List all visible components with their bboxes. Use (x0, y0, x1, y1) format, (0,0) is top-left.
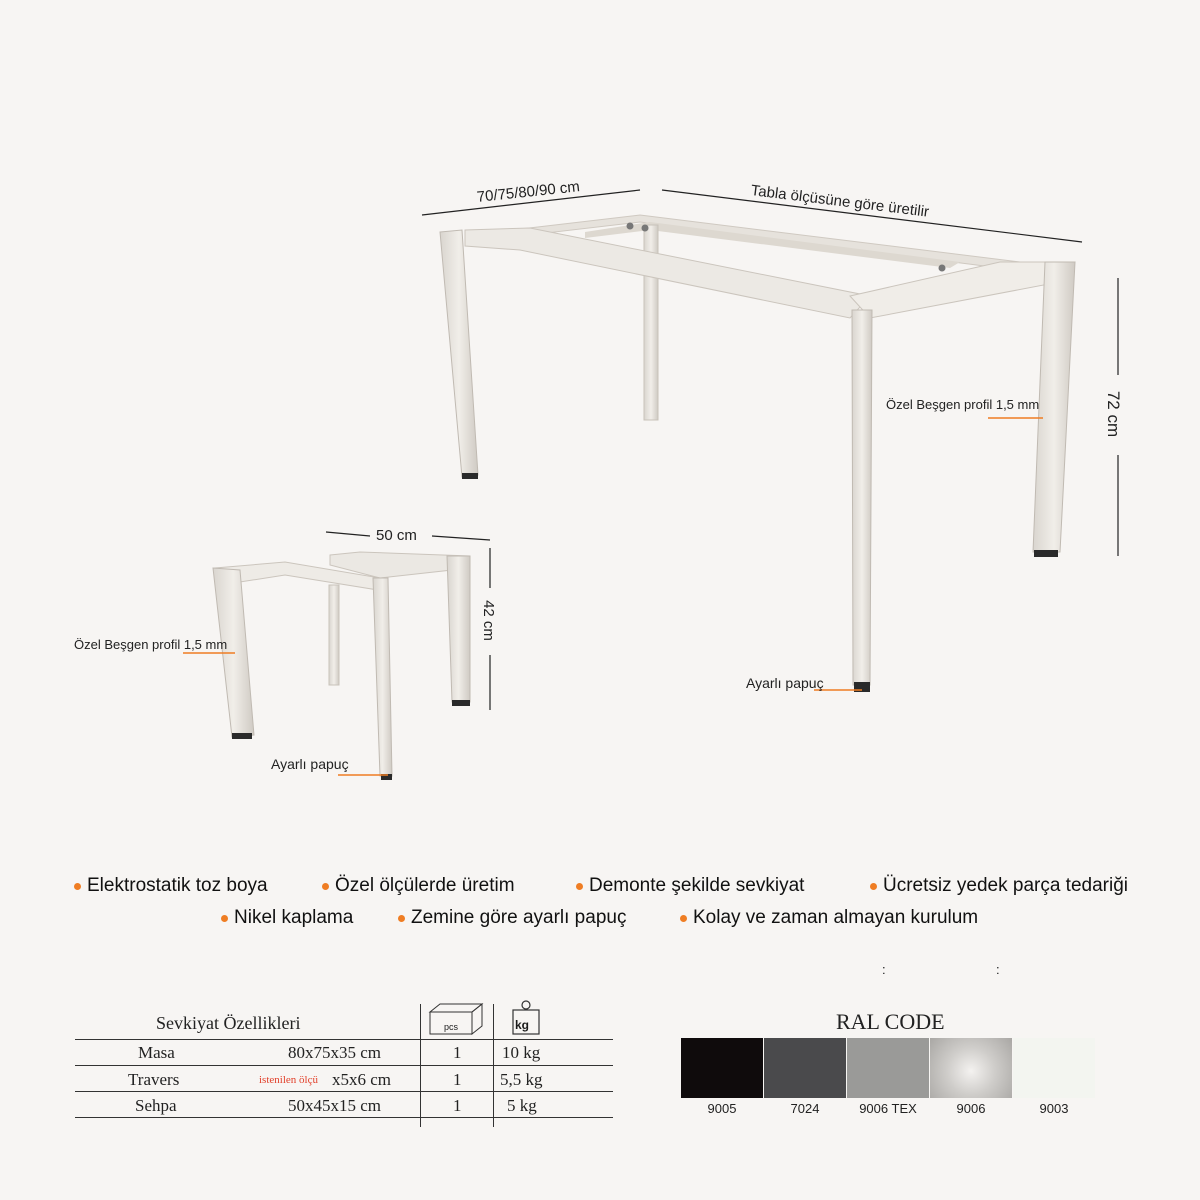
length-label: Tabla ölçüsüne göre üretilir (749, 182, 930, 221)
ral-swatch-7024 (764, 1038, 846, 1098)
feature-item: Zemine göre ayarlı papuç (398, 907, 626, 929)
bolt (627, 223, 634, 230)
ral-swatch-9006-tex (847, 1038, 929, 1098)
shipping-title: Sevkiyat Özellikleri (156, 1013, 301, 1033)
table-vrule (420, 1004, 421, 1127)
table-vrule (493, 1004, 494, 1127)
bullet-dot (221, 915, 228, 922)
ral-swatch-9003 (1013, 1038, 1095, 1098)
bolt (642, 225, 649, 232)
colon-mark: : (996, 962, 1000, 977)
row-weight: 5 kg (507, 1096, 537, 1115)
side-back-leg (329, 585, 339, 685)
ral-code-label: 9006 TEX (859, 1101, 917, 1116)
table-rule (75, 1039, 613, 1040)
pcs-box-icon (424, 1000, 486, 1038)
side-height-label: 42 cm (479, 600, 497, 641)
row-qty: 1 (453, 1070, 462, 1089)
right-leg (1033, 262, 1075, 552)
table-rule (75, 1065, 613, 1066)
kg-icon-label: kg (515, 1018, 530, 1032)
bullet-dot (576, 883, 583, 890)
bullet-dot (870, 883, 877, 890)
ral-swatch-9006 (930, 1038, 1012, 1098)
ral-code-label: 9003 (1039, 1101, 1069, 1116)
feature-item: Demonte şekilde sevkiyat (576, 875, 804, 897)
side-right-leg (447, 556, 470, 702)
ral-swatch-9005 (681, 1038, 763, 1098)
row-weight: 5,5 kg (500, 1070, 543, 1089)
table-rule (75, 1117, 613, 1118)
bullet-dot (74, 883, 81, 890)
row-name: Sehpa (135, 1096, 177, 1115)
colon-mark: : (882, 962, 886, 977)
side-foot-note: Ayarlı papuç (271, 756, 349, 772)
left-leg (440, 230, 478, 477)
ral-code-label: 9005 (707, 1101, 737, 1116)
foot-note: Ayarlı papuç (746, 675, 824, 691)
ral-code-label: 9006 (956, 1101, 986, 1116)
side-width-line-left (326, 532, 370, 536)
feature-item: Özel ölçülerde üretim (322, 875, 515, 897)
bullet-dot (398, 915, 405, 922)
row-weight: 10 kg (502, 1043, 541, 1062)
side-profile-note: Özel Beşgen profil 1,5 mm (74, 637, 228, 652)
front-leg (852, 310, 872, 685)
bullet-dot (680, 915, 687, 922)
side-front-leg (373, 578, 392, 776)
pcs-icon-label: pcs (444, 1022, 459, 1032)
side-left-foot (232, 733, 252, 739)
side-width-label: 50 cm (376, 527, 417, 544)
row-size: x5x6 cm (332, 1070, 392, 1089)
row-qty: 1 (453, 1096, 462, 1115)
height-label: 72 cm (1104, 390, 1124, 438)
table-rule (75, 1091, 613, 1092)
left-foot (462, 473, 478, 479)
right-rail (850, 262, 1075, 318)
feature-item: Kolay ve zaman almayan kurulum (680, 907, 978, 929)
ral-title: RAL CODE (836, 1009, 945, 1034)
side-width-line-right (432, 536, 490, 540)
side-right-foot (452, 700, 470, 706)
feature-item: Ücretsiz yedek parça tedariği (870, 875, 1128, 897)
right-foot (1034, 550, 1058, 557)
ral-code-label: 7024 (790, 1101, 820, 1116)
row-name: Masa (138, 1043, 175, 1062)
row-name: Travers (128, 1070, 180, 1089)
profile-note: Özel Beşgen profil 1,5 mm (886, 397, 1040, 412)
feature-item: Nikel kaplama (221, 907, 353, 929)
row-qty: 1 (453, 1043, 462, 1062)
width-label: 70/75/80/90 cm (476, 178, 581, 206)
row-note: istenilen ölçü (259, 1074, 318, 1086)
bullet-dot (322, 883, 329, 890)
row-size: 80x75x35 cm (288, 1043, 382, 1062)
feature-item: Elektrostatik toz boya (74, 875, 268, 897)
row-size: 50x45x15 cm (288, 1096, 382, 1115)
bolt (939, 265, 946, 272)
